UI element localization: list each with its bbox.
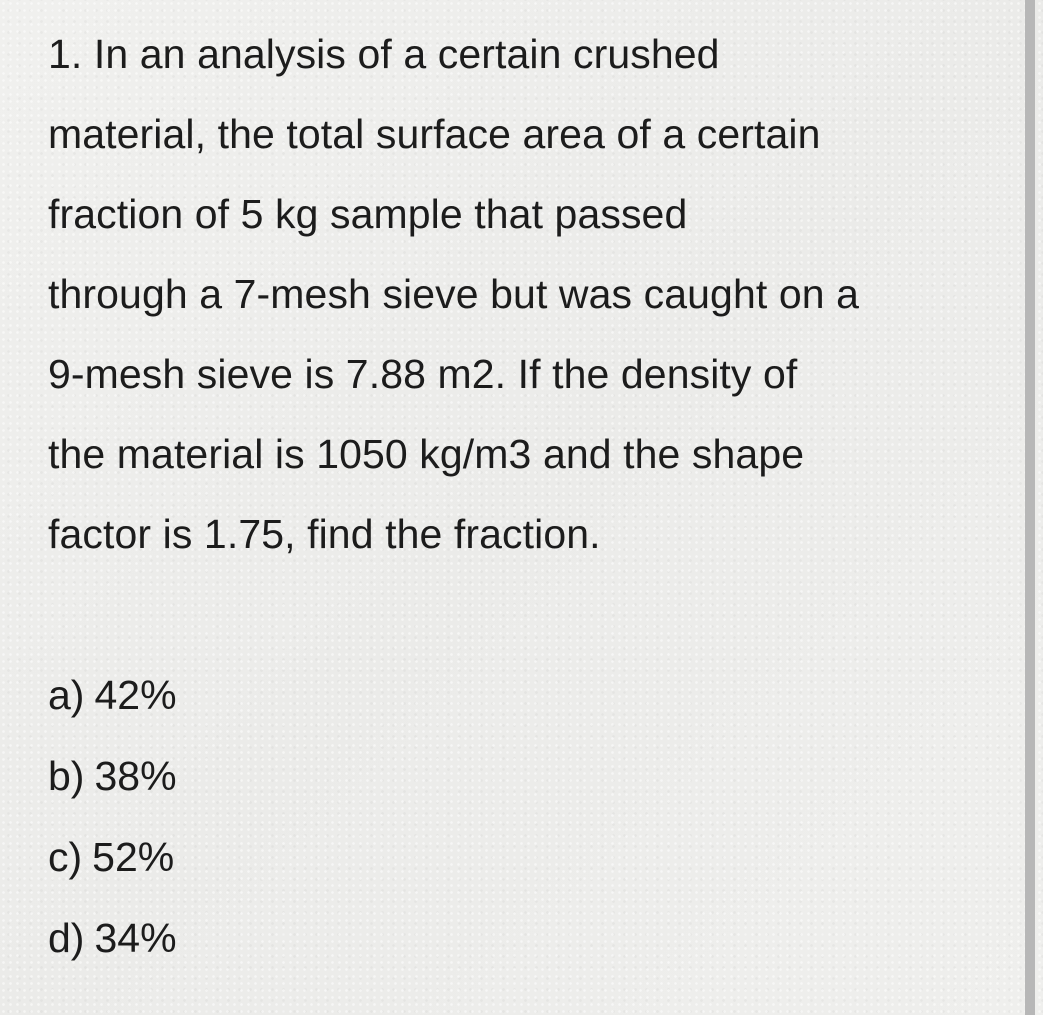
option-a[interactable] (48, 655, 177, 736)
option-value: 34% (94, 915, 177, 961)
option-value: 42% (94, 672, 177, 718)
option-value: 52% (92, 834, 175, 880)
option-letter: b) (48, 753, 85, 799)
option-letter: c) (48, 834, 83, 880)
option-value: 38% (94, 753, 177, 799)
question-text: 1. In an analysis of a certain crushed material, the total surface area of a certain fraction of 5 kg sample that passed through a 7-mesh sieve but was caught on a 9-mesh sieve is 7.88 m2. If the density of the material is 1050 kg/m3 and the shape factor is 1.75, find the fraction. (48, 31, 860, 557)
option-letter: d) (48, 915, 85, 961)
answer-options (48, 655, 177, 979)
option-d[interactable] (48, 898, 177, 979)
option-b[interactable] (48, 736, 177, 817)
option-c[interactable] (48, 817, 177, 898)
scrollbar[interactable] (1025, 0, 1035, 1015)
option-letter: a) (48, 672, 85, 718)
